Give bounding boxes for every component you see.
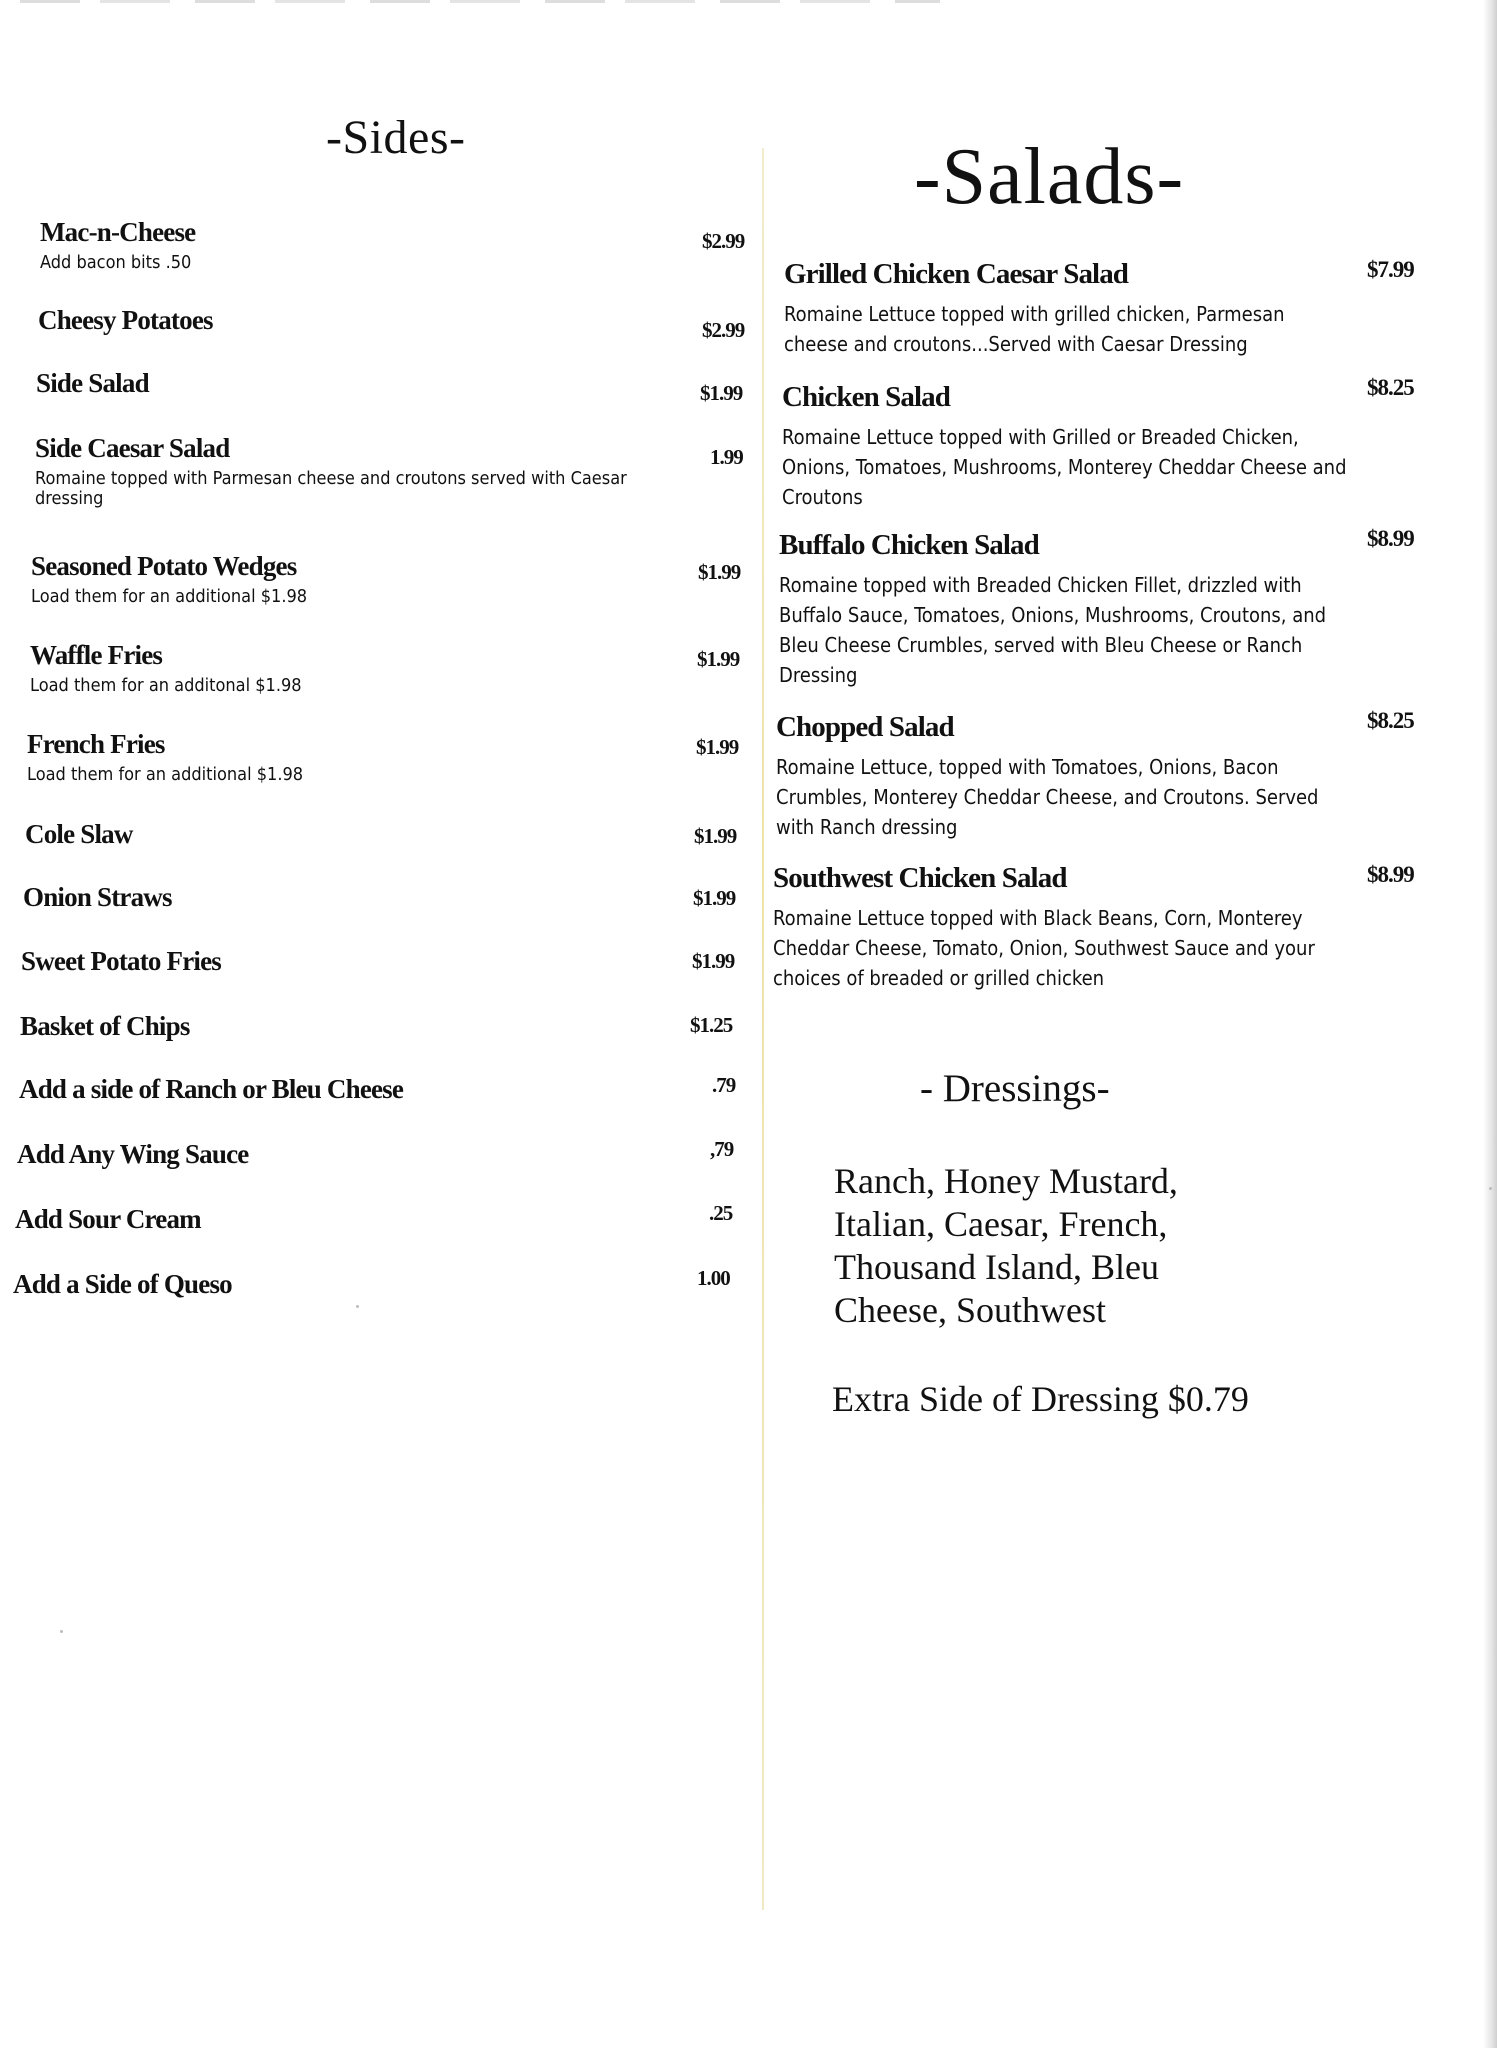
salad-item-name: Grilled Chicken Caesar Salad xyxy=(784,258,1129,290)
salad-desc-line: Buffalo Sauce, Tomatoes, Onions, Mushrooms, Croutons, and xyxy=(779,603,1327,627)
dressings-heading: - Dressings- xyxy=(920,1067,1110,1110)
side-item-name: Add Any Wing Sauce xyxy=(17,1139,249,1169)
salad-item-name: Buffalo Chicken Salad xyxy=(779,529,1039,561)
side-item-price: .79 xyxy=(712,1073,736,1097)
salad-item-description xyxy=(784,299,1374,359)
salads-heading: -Salads- xyxy=(914,133,1185,221)
scan-artifact-top xyxy=(20,0,940,3)
salad-item-price: $8.25 xyxy=(1367,375,1414,400)
side-item-price: ,79 xyxy=(710,1137,734,1161)
salad-item-description xyxy=(776,752,1366,842)
salad-desc-line: Romaine Lettuce, topped with Tomatoes, Onions, Bacon xyxy=(776,755,1279,779)
side-item-name: Side Salad xyxy=(36,368,149,398)
side-item-wing-sauce xyxy=(17,1139,757,1199)
side-item-name: Seasoned Potato Wedges xyxy=(31,551,297,581)
side-item-name: Cole Slaw xyxy=(25,819,133,849)
salad-item-price: $8.99 xyxy=(1367,862,1414,887)
salad-item-description xyxy=(779,570,1369,690)
salad-item-description xyxy=(782,422,1372,512)
salad-desc-line: Onions, Tomatoes, Mushrooms, Monterey Cheddar Cheese and xyxy=(782,455,1347,479)
salad-item-southwest-chicken xyxy=(773,862,1413,993)
side-item-name: French Fries xyxy=(27,729,165,759)
side-item-price: 1.99 xyxy=(710,445,743,469)
salad-desc-line: Croutons xyxy=(782,485,863,509)
salad-desc-line: choices of breaded or grilled chicken xyxy=(773,966,1105,990)
scan-speck xyxy=(60,1630,63,1633)
page-edge xyxy=(1483,0,1497,2048)
salad-desc-line: Romaine Lettuce topped with grilled chicken, Parmesan xyxy=(784,302,1285,326)
side-item-name: Waffle Fries xyxy=(30,640,163,670)
salad-item-grilled-chicken-caesar xyxy=(784,258,1424,359)
side-item-name: Onion Straws xyxy=(23,882,172,912)
salad-desc-line: Romaine topped with Breaded Chicken Fillet, drizzled with xyxy=(779,573,1302,597)
side-item-price: $1.99 xyxy=(697,647,740,671)
dressings-line: Italian, Caesar, French, xyxy=(834,1204,1168,1244)
side-item-price: $2.99 xyxy=(702,229,745,253)
salad-item-description xyxy=(773,903,1363,993)
sides-heading: -Sides- xyxy=(326,111,466,164)
side-item-side-salad xyxy=(36,368,776,428)
side-item-queso xyxy=(13,1269,753,1329)
side-item-price: $1.99 xyxy=(696,735,739,759)
salad-item-name: Chopped Salad xyxy=(776,711,954,743)
side-item-name: Sweet Potato Fries xyxy=(21,946,222,976)
side-item-price: $1.99 xyxy=(698,560,741,584)
dressings-list xyxy=(834,1160,1274,1332)
salad-item-chopped xyxy=(776,711,1416,842)
side-item-onion-straws xyxy=(23,882,763,942)
side-item-side-caesar-salad xyxy=(35,433,775,509)
salad-desc-line: Dressing xyxy=(779,663,858,687)
salad-item-name: Southwest Chicken Salad xyxy=(773,862,1067,894)
salad-desc-line: Romaine Lettuce topped with Grilled or Breaded Chicken, xyxy=(782,425,1299,449)
salad-item-price: $7.99 xyxy=(1367,257,1414,282)
side-item-name: Add a Side of Queso xyxy=(13,1269,232,1299)
salad-desc-line: Cheddar Cheese, Tomato, Onion, Southwest Sauce and your xyxy=(773,936,1315,960)
side-item-cole-slaw xyxy=(25,819,765,879)
salad-desc-line: Bleu Cheese Crumbles, served with Bleu Cheese or Ranch xyxy=(779,633,1303,657)
side-item-description: Romaine topped with Parmesan cheese and croutons served with Caesar dressing xyxy=(35,468,627,509)
salad-desc-line: Crumbles, Monterey Cheddar Cheese, and Croutons. Served xyxy=(776,785,1319,809)
salad-item-buffalo-chicken xyxy=(779,529,1419,690)
side-item-description: Load them for an additional $1.98 xyxy=(27,764,304,785)
side-item-name: Side Caesar Salad xyxy=(35,433,230,463)
side-item-price: $1.99 xyxy=(692,949,735,973)
salad-desc-line: cheese and croutons...Served with Caesar Dressing xyxy=(784,332,1248,356)
side-item-name: Add Sour Cream xyxy=(15,1204,201,1234)
side-item-seasoned-potato-wedges xyxy=(31,551,771,611)
scan-speck xyxy=(1489,1187,1492,1190)
side-item-french-fries xyxy=(27,729,767,789)
scan-speck xyxy=(356,1305,359,1308)
salad-item-price: $8.99 xyxy=(1367,526,1414,551)
side-item-sour-cream xyxy=(15,1204,755,1264)
side-item-price: 1.00 xyxy=(697,1266,730,1290)
side-item-cheesy-potatoes xyxy=(38,305,778,365)
salad-item-price: $8.25 xyxy=(1367,708,1414,733)
side-item-waffle-fries xyxy=(30,640,770,700)
dressings-line: Thousand Island, Bleu xyxy=(834,1247,1159,1287)
side-item-price: $1.25 xyxy=(690,1013,733,1037)
side-item-price: $1.99 xyxy=(693,886,736,910)
side-item-basket-of-chips xyxy=(20,1011,760,1071)
side-item-name: Cheesy Potatoes xyxy=(38,305,213,335)
side-item-description: Load them for an additional $1.98 xyxy=(31,586,308,607)
side-item-name: Add a side of Ranch or Bleu Cheese xyxy=(19,1074,404,1104)
extra-dressing-price: Extra Side of Dressing $0.79 xyxy=(832,1379,1249,1419)
side-item-name: Mac-n-Cheese xyxy=(40,217,196,247)
side-item-price: $2.99 xyxy=(702,318,745,342)
side-item-mac-n-cheese xyxy=(40,217,780,277)
dressings-line: Ranch, Honey Mustard, xyxy=(834,1161,1178,1201)
salad-item-chicken-salad xyxy=(782,381,1422,512)
side-item-description: Add bacon bits .50 xyxy=(40,252,192,273)
side-item-price: .25 xyxy=(709,1201,733,1225)
side-item-price: $1.99 xyxy=(694,824,737,848)
side-item-description: Load them for an additonal $1.98 xyxy=(30,675,302,696)
side-item-price: $1.99 xyxy=(700,381,743,405)
dressings-line: Cheese, Southwest xyxy=(834,1290,1106,1330)
side-item-name: Basket of Chips xyxy=(20,1011,190,1041)
side-item-ranch-or-bleu xyxy=(19,1074,759,1134)
salad-desc-line: Romaine Lettuce topped with Black Beans, Corn, Monterey xyxy=(773,906,1303,930)
salad-item-name: Chicken Salad xyxy=(782,381,950,413)
side-item-sweet-potato-fries xyxy=(21,946,761,1006)
salad-desc-line: with Ranch dressing xyxy=(776,815,958,839)
